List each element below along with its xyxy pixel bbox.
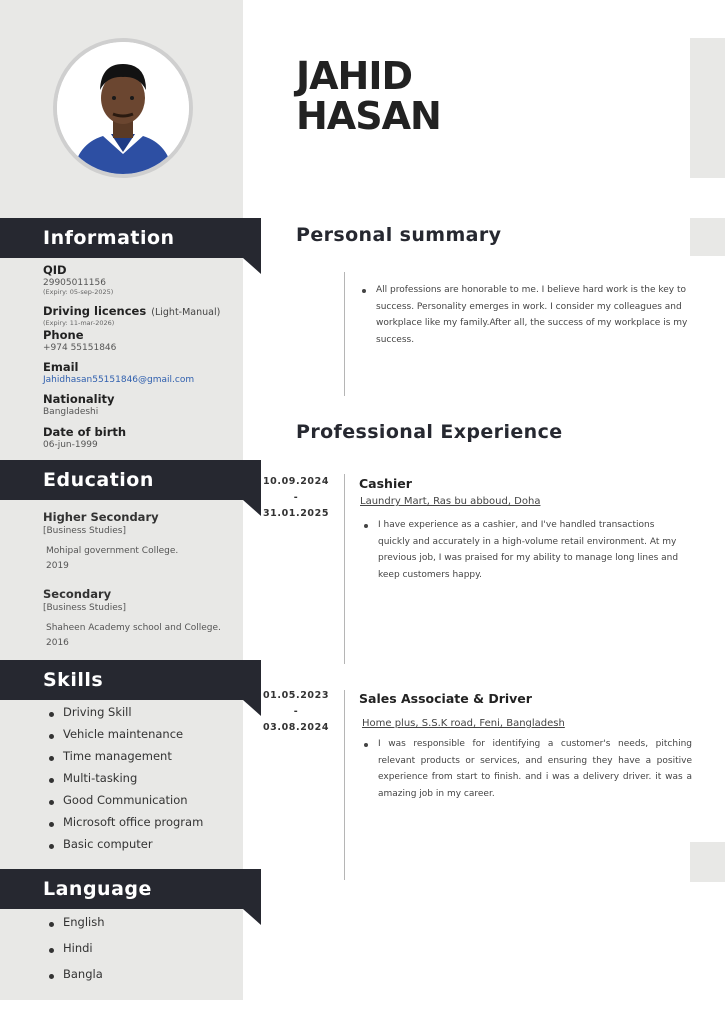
education-heading: Education [0, 460, 261, 500]
job-company: Home plus, S.S.K road, Feni, Bangladesh [362, 718, 565, 729]
job-dates [258, 688, 334, 736]
phone-block [43, 328, 116, 353]
bullet-dot [364, 743, 368, 747]
job-description-block [378, 517, 684, 583]
band-tail [243, 909, 261, 925]
driving-licence-block [43, 300, 220, 327]
experience-heading: Professional Experience [296, 421, 563, 443]
list-item: English [47, 915, 105, 941]
decorative-strip [690, 842, 725, 882]
language-list [47, 915, 105, 993]
list-item: Basic computer [47, 837, 203, 859]
dob-value: 06-jun-1999 [43, 440, 98, 450]
decorative-strip [690, 38, 725, 178]
email-label: Email [43, 360, 79, 374]
qid-expiry: (Expiry: 05-sep-2025) [43, 288, 114, 296]
job-dates [258, 474, 334, 522]
list-item: Good Communication [47, 793, 203, 815]
job-date-separator: - [293, 706, 299, 717]
education-item [43, 587, 221, 648]
list-item: Bangla [47, 967, 105, 993]
information-heading: Information [0, 218, 261, 258]
qid-value: 29905011156 [43, 278, 106, 288]
person-illustration [57, 42, 189, 174]
nationality-value: Bangladeshi [43, 407, 99, 417]
job-description-block [378, 736, 692, 802]
decorative-strip [690, 218, 725, 256]
band-tail [243, 258, 261, 274]
skills-heading: Skills [0, 660, 261, 700]
job-description: I was responsible for identifying a customer's needs, pitching relevant products or services, and ensuring they have a positive experience from start to finish. and i was a delivery driver. it was a amazing job in my career. [378, 739, 692, 799]
list-item: Time management [47, 749, 203, 771]
list-item: Multi-tasking [47, 771, 203, 793]
dob-label: Date of birth [43, 425, 127, 439]
driving-licence-type: (Light-Manual) [151, 307, 221, 318]
job-title: Cashier [359, 476, 412, 491]
phone-value: +974 55151846 [43, 343, 117, 353]
nationality-label: Nationality [43, 392, 115, 406]
qid-block [43, 263, 113, 296]
education-item [43, 510, 178, 571]
profile-photo [57, 42, 189, 174]
phone-label: Phone [43, 328, 84, 342]
driving-licence-expiry: (Expiry: 11-mar-2026) [43, 319, 115, 327]
education-field: [Business Studies] [43, 603, 126, 613]
language-heading: Language [0, 869, 261, 909]
skills-list [47, 705, 203, 859]
education-field: [Business Studies] [43, 526, 126, 536]
bullet-dot [364, 524, 368, 528]
driving-licence-label: Driving licences [43, 304, 147, 318]
education-degree: Higher Secondary [43, 510, 159, 524]
dob-block [43, 425, 126, 450]
job-description: I have experience as a cashier, and I've handled transactions quickly and accurately in a high-volume retail environment. At my previous job, I was praised for my ability to manage long lines and keep customers happy. [378, 520, 679, 580]
summary-text: All professions are honorable to me. I believe hard work is the key to success. Personality emerges in work. I consider my colleagues and workplace like my family.After all, the success of my workplace is my success. [376, 285, 688, 345]
list-item: Vehicle maintenance [47, 727, 203, 749]
job-title: Sales Associate & Driver [359, 691, 532, 706]
email-link[interactable]: Jahidhasan55151846@gmail.com [43, 375, 195, 385]
divider [344, 474, 345, 664]
qid-label: QID [43, 263, 67, 277]
job-end-date: 31.01.2025 [262, 508, 330, 519]
email-block [43, 360, 194, 385]
summary-text-block [376, 282, 692, 348]
candidate-name [296, 56, 441, 136]
first-name: JAHID [296, 54, 413, 98]
education-year: 2019 [46, 561, 69, 571]
education-year: 2016 [46, 638, 69, 648]
profile-photo-frame [53, 38, 193, 178]
list-item: Hindi [47, 941, 105, 967]
job-date-separator: - [293, 492, 299, 503]
job-end-date: 03.08.2024 [262, 722, 330, 733]
job-start-date: 01.05.2023 [262, 690, 330, 701]
list-item: Driving Skill [47, 705, 203, 727]
divider [344, 272, 345, 396]
bullet-dot [362, 289, 366, 293]
divider [344, 690, 345, 880]
nationality-block [43, 392, 115, 417]
last-name: HASAN [296, 94, 441, 138]
job-company: Laundry Mart, Ras bu abboud, Doha [360, 496, 541, 507]
education-degree: Secondary [43, 587, 112, 601]
education-school: Mohipal government College. [46, 546, 179, 556]
education-school: Shaheen Academy school and College. [46, 623, 221, 633]
list-item: Microsoft office program [47, 815, 203, 837]
job-start-date: 10.09.2024 [262, 476, 330, 487]
summary-heading: Personal summary [296, 224, 502, 246]
